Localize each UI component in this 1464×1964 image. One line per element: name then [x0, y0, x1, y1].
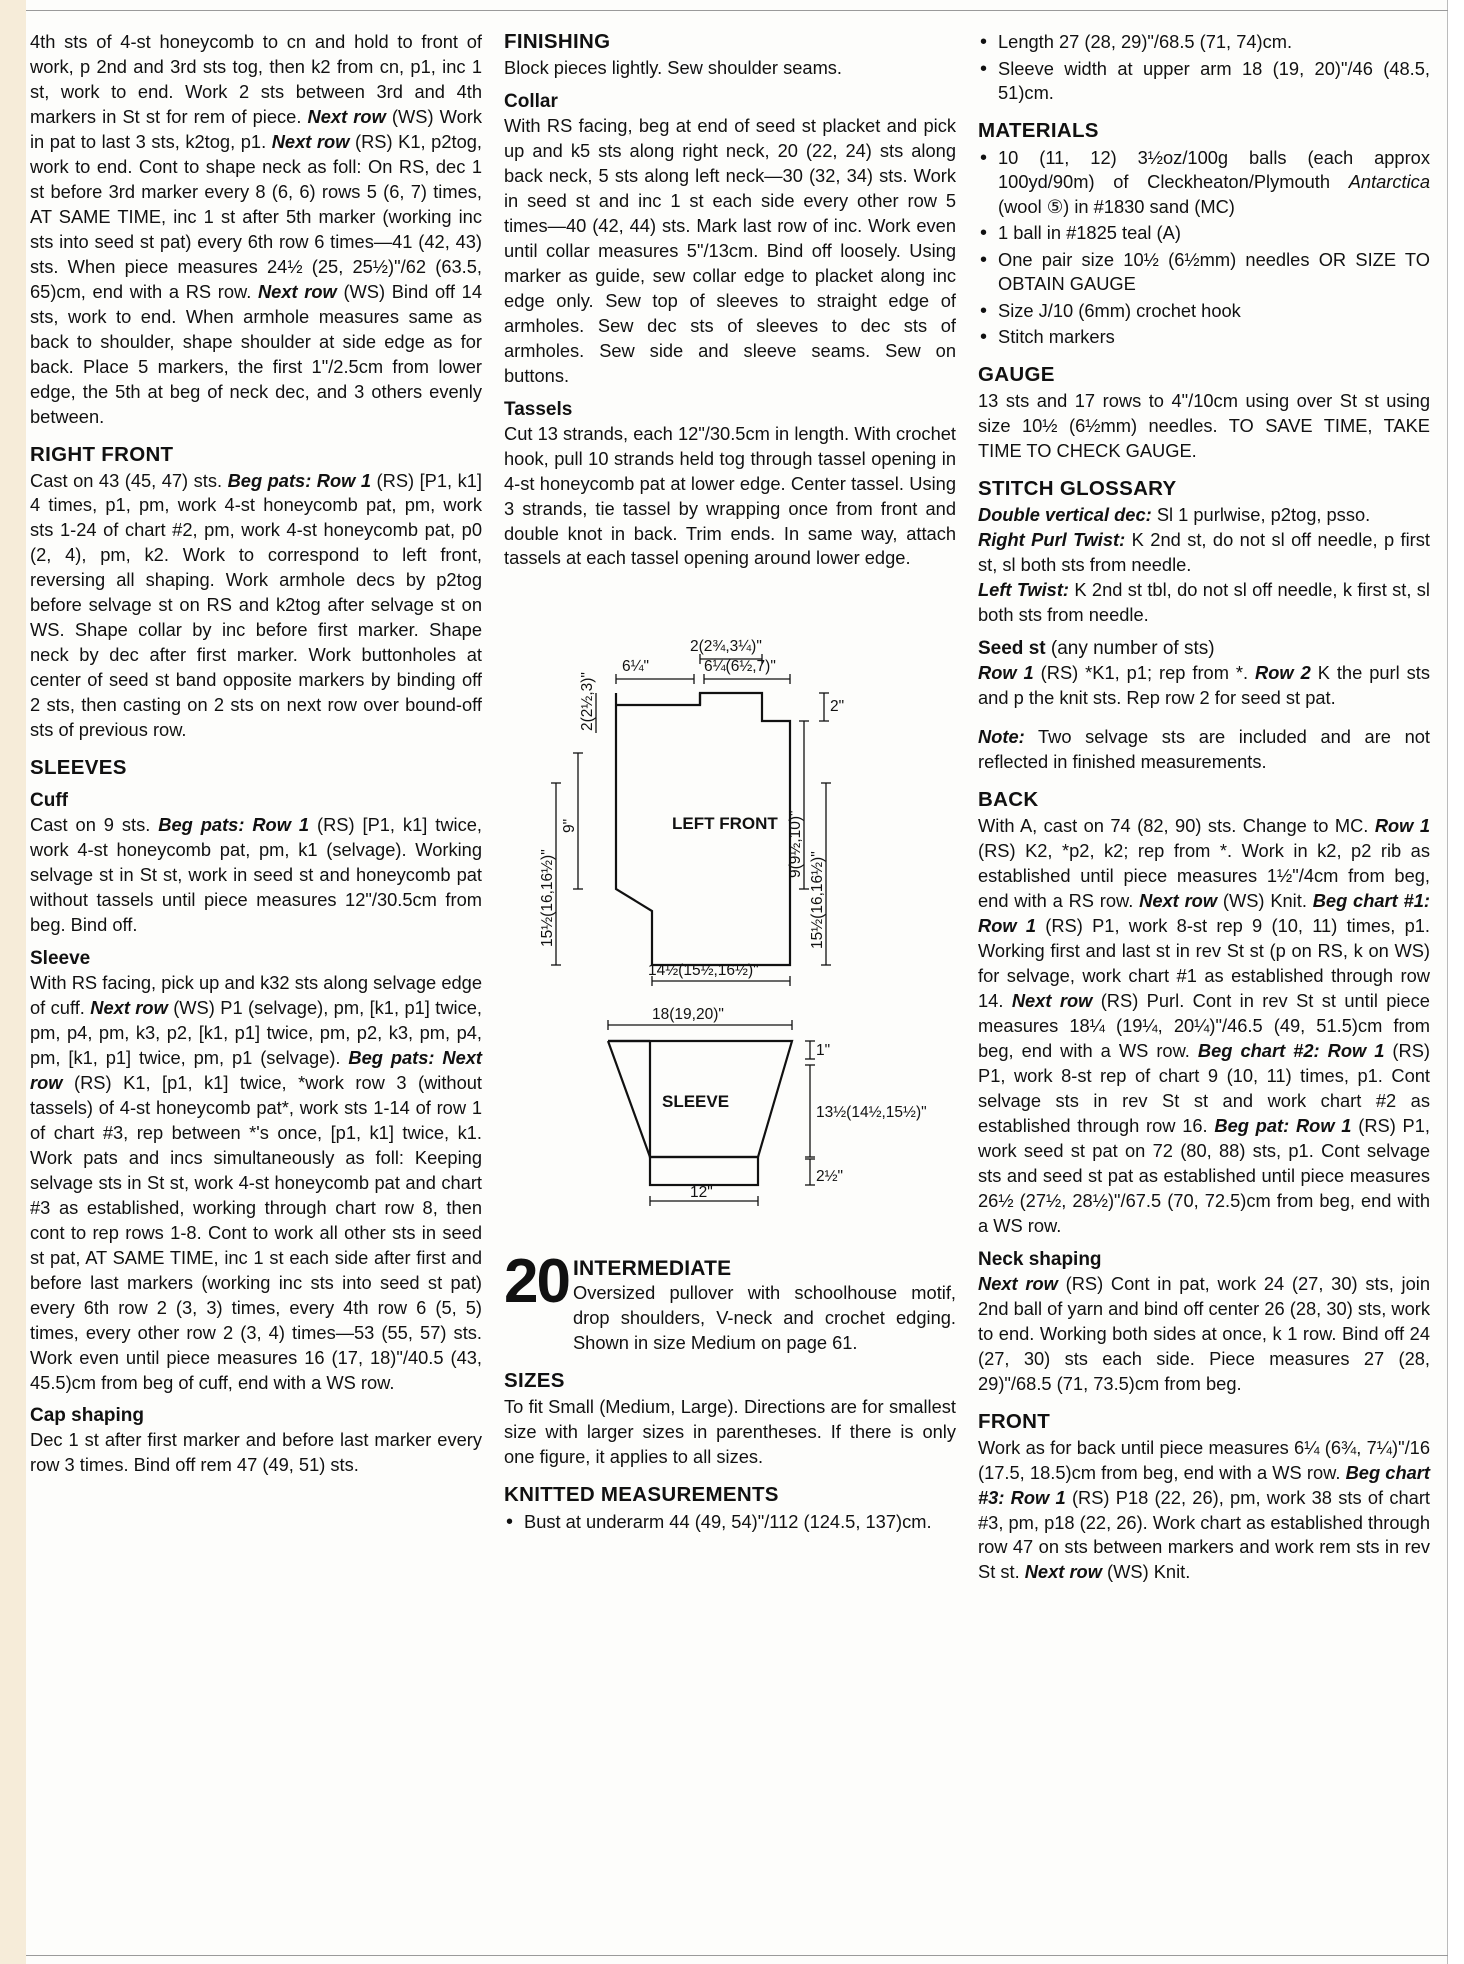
- seed-st-text: Row 1 (RS) *K1, p1; rep from *. Row 2 K the purl sts and p the knit sts. Rep row 2 for seed st pat.: [978, 662, 1430, 709]
- left-front-continued-text: 4th sts of 4-st honeycomb to cn and hold to front of work, p 2nd and 3rd sts tog, then k2 from cn, p1, inc 1 st, work to end. Work 2 sts between 3rd and 4th markers in St st for rem of piece. Next row (WS) Work in pat to last 3 sts, k2tog, p1. Next row (RS) K1, p2tog, work to end. Cont to shape neck as foll: On RS, dec 1 st before 3rd marker every 8 (6, 6) rows 5 (6, 7) times, AT SAME TIME, inc 1 st after 5th marker (working inc sts into seed st pat) every 6th row 6 times—41 (42, 43) sts. When piece measures 24½ (25, 25½)"/62 (63.5, 65)cm, end with a RS row. Next row (WS) Bind off 14 sts, work to end. When armhole measures same as back to shoulder, shape shoulder at side edge as for back. Place 5 markers, the first 1"/2.5cm from lower edge, the 5th at beg of neck dec, and 3 others evenly between.: [30, 31, 482, 427]
- dim-side-height-left: 15½(16,16½)": [539, 849, 556, 948]
- heading-seed-st: [978, 638, 1430, 660]
- cuff-text: Cast on 9 sts. Beg pats: Row 1 (RS) [P1, k1] twice, work 4-st honeycomb pat, pm, k1 (selvage). Working selvage st in St st, work in seed st and honeycomb pat without tassels until piece measures 12"/30.5cm from beg. Bind off.: [30, 814, 482, 936]
- dim-top-shoulder: 2(2¾,3¼)": [690, 638, 762, 656]
- three-column-layout: [30, 30, 1430, 1930]
- heading-right-front: RIGHT FRONT: [30, 442, 174, 466]
- column-two: [504, 30, 956, 1930]
- schematic-sleeve: [504, 999, 956, 1229]
- pattern-number: 20: [504, 1247, 569, 1317]
- column-three: [978, 30, 1430, 1930]
- list-item: • One pair size 10½ (6½mm) needles OR SIZE TO OBTAIN GAUGE: [978, 248, 1430, 297]
- heading-neck-shaping: Neck shaping: [978, 1248, 1102, 1270]
- knitted-measurements-list: [504, 1510, 956, 1535]
- dim-cuff-width: 12": [690, 1184, 713, 1202]
- list-item: • 1 ball in #1825 teal (A): [978, 221, 1430, 246]
- collar-text: With RS facing, beg at end of seed st placket and pick up and k5 sts along right neck, 20 (22, 24) sts along back neck, 5 sts along left neck—30 (32, 34) sts. Work in seed st and inc 1 st each side every other row 5 times—40 (42, 44) sts. Mark last row of inc. Work even until collar measures 5"/13cm. Bind off loosely. Using marker as guide, sew collar edge to placket along inc edge only. Sew top of sleeves to straight edge of armholes. Sew dec sts of sleeves to dec sts of armholes. Sew side and sleeve seams. Sew on buttons.: [504, 114, 956, 386]
- heading-finishing: FINISHING: [504, 30, 611, 53]
- dim-sleeve-cap: 1": [816, 1042, 831, 1060]
- dim-armhole-depth: 9(9½,10)": [787, 810, 804, 879]
- page-right-margin: [1447, 0, 1464, 1964]
- schematic-left-front: [504, 593, 956, 993]
- dim-sleeve-top-width: 18(19,20)": [652, 1006, 724, 1024]
- note-text: Note: Two selvage sts are included and are not reflected in finished measurements.: [978, 726, 1430, 773]
- page-left-margin: [0, 0, 26, 1964]
- page-bottom-rule: [26, 1955, 1448, 1956]
- glossary-right-purl-twist: Right Purl Twist: K 2nd st, do not sl off needle, p first st, sl both sts from needle.: [978, 529, 1430, 576]
- pattern-level: INTERMEDIATE: [572, 1257, 732, 1281]
- schematic-label-sleeve: SLEEVE: [662, 1092, 730, 1112]
- heading-sizes: SIZES: [504, 1369, 565, 1393]
- dim-bottom-width: 14½(15½,16½)": [648, 962, 759, 980]
- list-item: • 10 (11, 12) 3½oz/100g balls (each approx 100yd/90m) of Cleckheaton/Plymouth Antarctica (wool ⑤) in #1830 sand (MC): [978, 146, 1430, 220]
- seed-st-label: Seed st: [978, 638, 1046, 660]
- schematic-label-left-front: LEFT FRONT: [672, 814, 778, 834]
- dim-upper-left: 6¼": [622, 658, 650, 676]
- front-text: Work as for back until piece measures 6¼ (6¾, 7¼)"/16 (17.5, 18.5)cm from beg, end with a WS row. Beg chart #3: Row 1 (RS) P18 (22, 26), pm, work 38 sts of chart #3, pm, p18 (22, 26). Work chart as established through row 47 on sts between markers and work rem sts in rev St st. Next row (WS) Knit.: [978, 1436, 1430, 1583]
- heading-cuff: Cuff: [30, 790, 68, 812]
- heading-cap-shaping: Cap shaping: [30, 1405, 145, 1427]
- heading-front: FRONT: [978, 1409, 1051, 1433]
- list-item: • Sleeve width at upper arm 18 (19, 20)"/46 (48.5, 51)cm.: [978, 57, 1430, 106]
- heading-gauge: GAUGE: [978, 362, 1055, 386]
- pattern-header: [504, 1247, 956, 1356]
- right-front-text: Cast on 43 (45, 47) sts. Beg pats: Row 1 (RS) [P1, k1] 4 times, p1, pm, work 4-st honeycomb pat, pm, work sts 1-24 of chart #2, pm, work 4-st honeycomb pat, p0 (2, 4), pm, k2. Work to correspond to left front, reversing all shaping. Work armhole decs by p2tog before selvage st on RS and k2tog after selvage st on WS. Shape collar by inc before first marker. Shape neck by dec after first marker. Work buttonholes at center of seed st band opposite markers by binding off 2 sts, then casting on 2 sts on next row over bound-off sts of previous row.: [30, 469, 482, 741]
- dim-side-height-right: 15½(16,16½)": [809, 851, 826, 950]
- heading-stitch-glossary: STITCH GLOSSARY: [978, 476, 1177, 500]
- list-item: • Bust at underarm 44 (49, 54)"/112 (124.5, 137)cm.: [504, 1510, 956, 1535]
- dim-armhole-right: 2": [830, 698, 845, 716]
- list-item: • Length 27 (28, 29)"/68.5 (71, 74)cm.: [978, 30, 1430, 55]
- glossary-double-vertical-dec: Double vertical dec: Sl 1 purlwise, p2tog, psso.: [978, 503, 1371, 525]
- dim-shoulder-to-underarm: 9": [561, 819, 578, 834]
- pattern-description: Oversized pullover with schoolhouse motif, drop shoulders, V-neck and crochet edging. Shown in size Medium on page 61.: [572, 1282, 956, 1354]
- gauge-text: 13 sts and 17 rows to 4"/10cm using over St st using size 10½ (6½mm) needles. TO SAVE TIME, TAKE TIME TO CHECK GAUGE.: [978, 389, 1430, 461]
- list-item: • Stitch markers: [978, 325, 1430, 350]
- knitted-measurements-continued: [978, 30, 1430, 106]
- seed-st-qualifier: (any number of sts): [1045, 638, 1215, 660]
- page-top-rule: [26, 10, 1448, 11]
- dim-sleeve-length: 13½(14½,15½)": [816, 1104, 927, 1122]
- dim-cuff-height: 2½": [816, 1168, 844, 1186]
- neck-shaping-text: Next row (RS) Cont in pat, work 24 (27, 30) sts, join 2nd ball of yarn and bind off center 26 (28, 30) sts, work to end. Working both sides at once, k 1 row. Bind off 24 (27, 30) sts each side. Piece measures 27 (28, 29)"/68.5 (71, 73.5)cm from beg.: [978, 1272, 1430, 1394]
- tassels-text: Cut 13 strands, each 12"/30.5cm in length. With crochet hook, pull 10 strands held tog through tassel opening in 4-st honeycomb pat at lower edge. Center tassel. Using 3 strands, tie tassel by wrapping once from front and double knot in back. Trim ends. In same way, attach tassels at each tassel opening around lower edge.: [504, 422, 956, 569]
- finishing-text: Block pieces lightly. Sew shoulder seams.: [504, 57, 843, 78]
- glossary-left-twist: Left Twist: K 2nd st tbl, do not sl off needle, k first st, sl both sts from needle.: [978, 579, 1430, 626]
- heading-collar: Collar: [504, 90, 558, 112]
- heading-sleeves: SLEEVES: [30, 756, 127, 780]
- dim-neck-drop: 2(2½,3)": [579, 672, 596, 732]
- list-item: • Size J/10 (6mm) crochet hook: [978, 299, 1430, 324]
- column-one: [30, 30, 482, 1930]
- heading-tassels: Tassels: [504, 398, 573, 420]
- sleeve-text: With RS facing, pick up and k32 sts along selvage edge of cuff. Next row (WS) P1 (selvage), pm, [k1, p1] twice, pm, p4, pm, k3, p2, [k1, p1] twice, pm, p2, k3, pm, p4, pm, [k1, p1] twice, pm, p1 (selvage). Beg pats: Next row (RS) K1, [p1, k1] twice, *work row 3 (without tassels) of 4-st honeycomb pat*, work sts 1-14 of row 1 of chart #3, rep between *'s once, [p1, k1] twice, k1. Work pats and incs simultaneously as foll: Keeping selvage sts in St st, work 4-st honeycomb pat and chart #3 as established, working through chart row 8, then cont to rep rows 1-8. Cont to work all other sts in seed st pat, AT SAME TIME, inc 1 st each side after first and before last markers (working inc sts into seed st pat) every 6th row 2 (3, 3) times, every 4th row 6 (5, 5) times, every other row 2 (3, 4) times—53 (55, 57) sts. Work even until piece measures 16 (17, 18)"/40.5 (43, 45.5)cm from beg of cuff, end with a WS row.: [30, 972, 483, 1393]
- heading-sleeve: Sleeve: [30, 948, 91, 969]
- heading-materials: MATERIALS: [978, 118, 1099, 142]
- heading-back: BACK: [978, 788, 1039, 812]
- materials-list: [978, 146, 1430, 350]
- dim-upper-right: 6¼(6½,7)": [704, 658, 776, 676]
- heading-knitted-measurements: KNITTED MEASUREMENTS: [504, 1482, 779, 1506]
- sizes-text: To fit Small (Medium, Large). Directions are for smallest size with larger sizes in parentheses. If there is only one figure, it applies to all sizes.: [504, 1396, 956, 1467]
- back-text: With A, cast on 74 (82, 90) sts. Change to MC. Row 1 (RS) K2, *p2, k2; rep from *. Work in k2, p2 rib as established until piece measures 1½"/4cm from beg, end with a RS row. Next row (WS) Knit. Beg chart #1: Row 1 (RS) P1, work 8-st rep 9 (10, 11) times, p1. Working first and last st in rev St st (p on RS, k on WS) for selvage, work chart #1 as established through row 14. Next row (RS) Purl. Cont in rev St st until piece measures 18¼ (19¼, 20¼)"/46.5 (49, 51.5)cm from beg, end with a WS row. Beg chart #2: Row 1 (RS) P1, work 8-st rep of chart 9 (10, 11) times, p1. Cont selvage sts in rev St st and work chart #2 as established through row 16. Beg pat: Row 1 (RS) P1, work seed st pat on 72 (80, 88) sts, p1. Cont selvage sts and seed st pat as established until piece measures 26½ (27½, 28½)"/67.5 (70, 72.5)cm from beg, end with a WS row.: [978, 815, 1431, 1236]
- cap-shaping-text: Dec 1 st after first marker and before last marker every row 3 times. Bind off rem 47 (49, 51) sts.: [30, 1429, 482, 1476]
